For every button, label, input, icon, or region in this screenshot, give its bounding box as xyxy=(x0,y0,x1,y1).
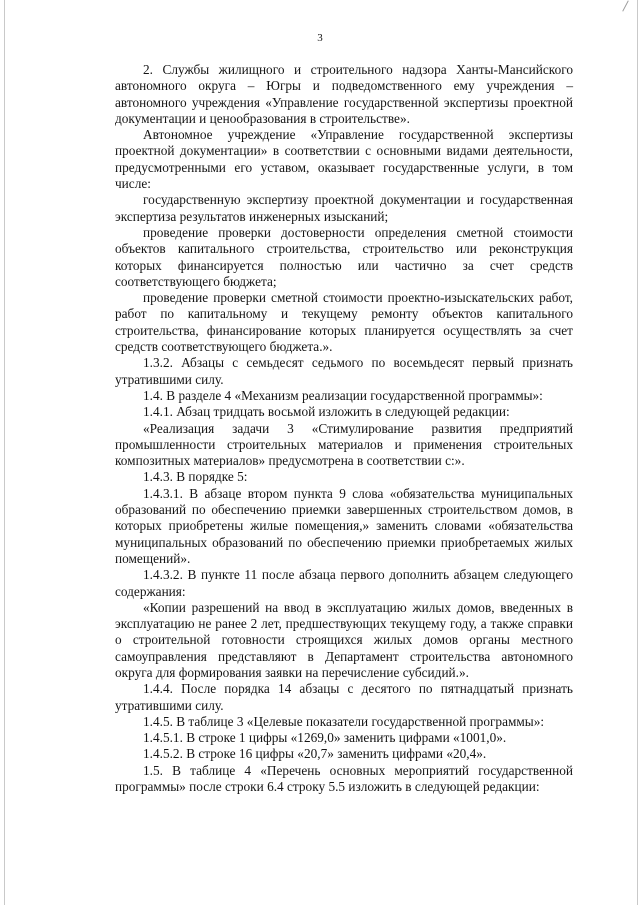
scan-mark xyxy=(622,0,629,11)
paragraph-10: 1.4.3. В порядке 5: xyxy=(143,469,248,485)
paragraph-8: 1.4.1. Абзац тридцать восьмой изложить в следующей редакции: xyxy=(143,404,510,420)
document-body xyxy=(115,62,573,795)
page-number: 3 xyxy=(317,32,323,44)
paragraph-17: 1.4.5.2. В строке 16 цифры «20,7» заменить цифрами «20,4». xyxy=(143,746,487,762)
paragraph-11: 1.4.3.1. В абзаце втором пункта 9 слова «обязательства муниципальных образований по обеспечению приемки завершенных строительством домов, в которых приобретены жилые помещения,» заменить словами «обязательства муниципальных образований по обеспечению приемки приобретаемых жилых помещений». xyxy=(115,485,573,566)
paragraph-5: проведение проверки сметной стоимости проектно-изыскательских работ, работ по капитальному и текущему ремонту объектов капитального строительства, финансирование которых планируется осуществлять за счет средств соответствующего бюджета.». xyxy=(115,290,573,355)
paragraph-7: 1.4. В разделе 4 «Механизм реализации государственной программы»: xyxy=(143,387,543,403)
paragraph-18: 1.5. В таблице 4 «Перечень основных мероприятий государственной программы» после строки 6.4 строку 5.5 изложить в следующей редакции: xyxy=(115,762,573,795)
paragraph-3: государственную экспертизу проектной документации и государственная экспертиза результатов инженерных изысканий; xyxy=(115,192,573,224)
scan-edge-right xyxy=(637,0,638,905)
paragraph-12: 1.4.3.2. В пункте 11 после абзаца первого дополнить абзацем следующего содержания: xyxy=(115,567,573,599)
paragraph-9: «Реализация задачи 3 «Стимулирование развития предприятий промышленности строительных материалов и применения строительных композитных материалов» предусмотрена в соответствии с:». xyxy=(115,420,573,469)
paragraph-15: 1.4.5. В таблице 3 «Целевые показатели государственной программы»: xyxy=(143,713,545,729)
paragraph-6: 1.3.2. Абзацы с семьдесят седьмого по восемьдесят первый признать утратившими силу. xyxy=(115,355,573,387)
paragraph-4: проведение проверки достоверности определения сметной стоимости объектов капитального строительства, строительство или реконструкция которых финансируется полностью или частично за счет средств соответствующего бюджета; xyxy=(115,224,573,289)
scan-edge-left xyxy=(4,0,5,905)
paragraph-1: 2. Службы жилищного и строительного надзора Ханты-Мансийского автономного округа – Югры и подведомственного ему учреждения – автономного учреждения «Управление государственной экспертизы проектной документации и ценообразования в строительстве». xyxy=(115,62,573,126)
paragraph-13: «Копии разрешений на ввод в эксплуатацию жилых домов, введенных в эксплуатацию не ранее 2 лет, предшествующих текущему году, а также справки о строительной готовности строящихся жилых домов органы местного самоуправления представляют в Департамент строительства автономного округа для формирования заявки на перечисление субсидий.». xyxy=(115,599,573,680)
paragraph-2: Автономное учреждение «Управление государственной экспертизы проектной документации» в соответствии с основными видами деятельности, предусмотренными его уставом, оказывает государственные услуги, в том числе: xyxy=(115,127,573,192)
paragraph-16: 1.4.5.1. В строке 1 цифры «1269,0» заменить цифрами «1001,0». xyxy=(143,730,507,746)
paragraph-14: 1.4.4. После порядка 14 абзацы с десятого по пятнадцатый признать утратившими силу. xyxy=(115,681,573,713)
